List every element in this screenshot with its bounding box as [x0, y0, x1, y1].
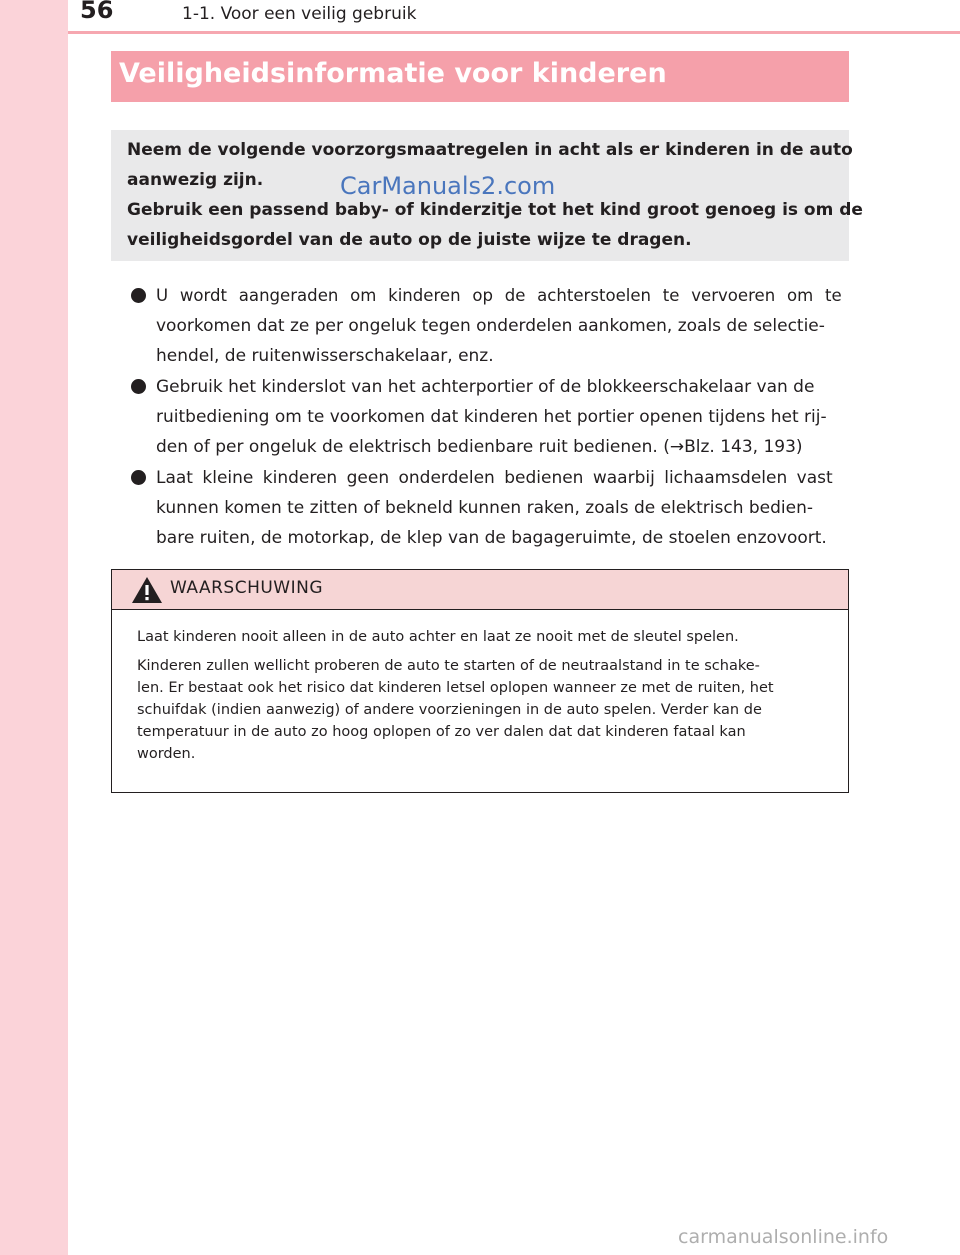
warning-line: Kinderen zullen wellicht proberen de auto te starten of de neutraalstand in te schake- — [137, 658, 760, 674]
warning-line: len. Er bestaat ook het risico dat kinderen letsel oplopen wanneer ze met de ruiten, het — [137, 680, 774, 696]
chapter-title: 1-1. Voor een veilig gebruik — [182, 4, 417, 24]
bullet-dot-icon — [131, 288, 146, 303]
section-title: Veiligheidsinformatie voor kinderen — [119, 58, 667, 89]
intro-line: aanwezig zijn. — [127, 170, 264, 190]
bullet-dot-icon — [131, 379, 146, 394]
warning-line: Laat kinderen nooit alleen in de auto achter en laat ze nooit met de sleutel spelen. — [137, 629, 739, 645]
warning-header — [112, 570, 848, 610]
watermark-bottom: carmanualsonline.info — [678, 1226, 889, 1248]
intro-line: veiligheidsgordel van de auto op de juiste wijze te dragen. — [127, 230, 692, 250]
header-divider — [68, 31, 960, 34]
bullet-line: U wordt aangeraden om kinderen op de achterstoelen te vervoeren om te — [156, 286, 842, 305]
warning-line: temperatuur in de auto zo hoog oplopen of zo ver dalen dat dat kinderen fataal kan — [137, 724, 746, 740]
watermark-top: CarManuals2.com — [340, 172, 556, 200]
bullet-text — [156, 281, 843, 371]
bullet-dot-icon — [131, 470, 146, 485]
warning-line: worden. — [137, 746, 196, 762]
bullet-text — [156, 463, 843, 553]
warning-label: WAARSCHUWING — [170, 578, 324, 598]
warning-box — [111, 569, 849, 793]
bullet-line: Gebruik het kinderslot van het achterportier of de blokkeerschakelaar van de — [156, 377, 815, 397]
bullet-line: kunnen komen te zitten of bekneld kunnen raken, zoals de elektrisch bedien- — [156, 498, 814, 518]
bullet-text — [156, 372, 843, 462]
warning-paragraph — [137, 655, 833, 765]
bullet-line: Laat kleine kinderen geen onderdelen bedienen waarbij lichaamsdelen vast — [156, 468, 833, 488]
side-color-strip — [0, 0, 68, 1255]
section-title-bar — [111, 51, 849, 102]
bullet-line: bare ruiten, de motorkap, de klep van de bagageruimte, de stoelen enzovoort. — [156, 528, 827, 548]
warning-line: schuifdak (indien aanwezig) of andere voorzieningen in de auto spelen. Verder kan de — [137, 702, 762, 718]
bullet-line: den of per ongeluk de elektrisch bedienbare ruit bedienen. (→Blz. 143, 193) — [156, 437, 803, 457]
bullet-line: ruitbediening om te voorkomen dat kinderen het portier openen tijdens het rij- — [156, 407, 827, 427]
page-number: 56 — [80, 0, 114, 24]
warning-body — [137, 626, 833, 765]
bullet-line: hendel, de ruitenwisserschakelaar, enz. — [156, 346, 494, 366]
bullet-line: voorkomen dat ze per ongeluk tegen onderdelen aankomen, zoals de selectie- — [156, 316, 825, 336]
warning-triangle-icon — [130, 575, 164, 605]
intro-line: Neem de volgende voorzorgsmaatregelen in acht als er kinderen in de auto — [127, 140, 853, 160]
intro-line: Gebruik een passend baby- of kinderzitje tot het kind groot genoeg is om de — [127, 200, 863, 220]
